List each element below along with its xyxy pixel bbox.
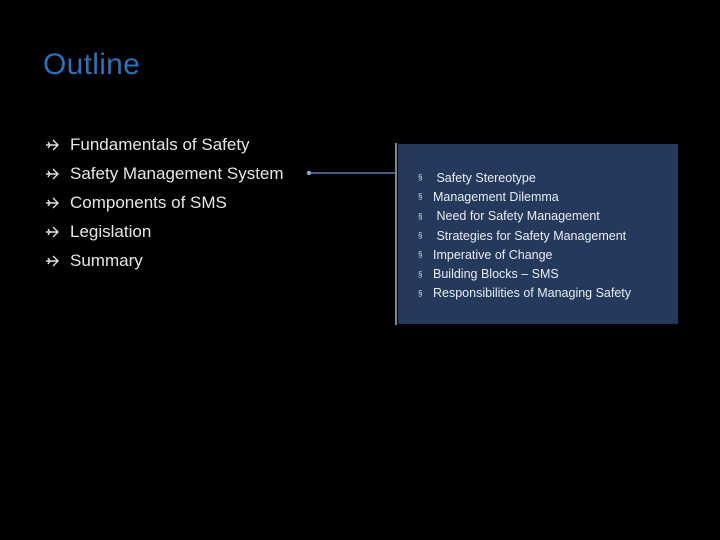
- detail-item-label: Need for Safety Management: [433, 209, 600, 224]
- airplane-icon: [45, 167, 59, 181]
- square-bullet-icon: §: [418, 250, 423, 260]
- square-bullet-icon: §: [418, 288, 423, 298]
- detail-item: [418, 187, 631, 206]
- square-bullet-icon: §: [418, 173, 423, 183]
- slide-title: Outline: [43, 48, 141, 81]
- outline-item: [45, 159, 284, 188]
- outline-item-label: Components of SMS: [70, 192, 227, 212]
- outline-item-label: Safety Management System: [70, 163, 284, 183]
- outline-item: [45, 130, 284, 159]
- detail-item-label: Responsibilities of Managing Safety: [433, 286, 632, 301]
- detail-item: [418, 207, 631, 226]
- detail-item: [418, 168, 631, 187]
- detail-item-label: Management Dilemma: [433, 189, 559, 204]
- outline-item: [45, 188, 284, 217]
- outline-item-label: Legislation: [70, 221, 152, 241]
- detail-item-label: Safety Stereotype: [433, 170, 536, 185]
- airplane-icon: [45, 138, 59, 152]
- detail-item: [418, 284, 631, 303]
- detail-item-label: Building Blocks – SMS: [433, 267, 559, 282]
- square-bullet-icon: §: [418, 231, 423, 241]
- airplane-icon: [45, 225, 59, 239]
- detail-item: [418, 226, 631, 245]
- outline-item-label: Fundamentals of Safety: [70, 134, 250, 154]
- detail-list: [418, 168, 631, 303]
- outline-item: [45, 246, 284, 275]
- square-bullet-icon: §: [418, 269, 423, 279]
- detail-item: [418, 245, 631, 264]
- square-bullet-icon: §: [418, 211, 423, 221]
- airplane-icon: [45, 196, 59, 210]
- detail-item-label: Strategies for Safety Management: [433, 228, 627, 243]
- detail-item: [418, 264, 631, 283]
- detail-item-label: Imperative of Change: [433, 247, 553, 262]
- detail-panel: [398, 144, 678, 324]
- outline-item-label: Summary: [70, 250, 143, 270]
- square-bullet-icon: §: [418, 192, 423, 202]
- airplane-icon: [45, 254, 59, 268]
- outline-list: [45, 130, 284, 275]
- outline-item: [45, 217, 284, 246]
- panel-divider: [395, 143, 397, 325]
